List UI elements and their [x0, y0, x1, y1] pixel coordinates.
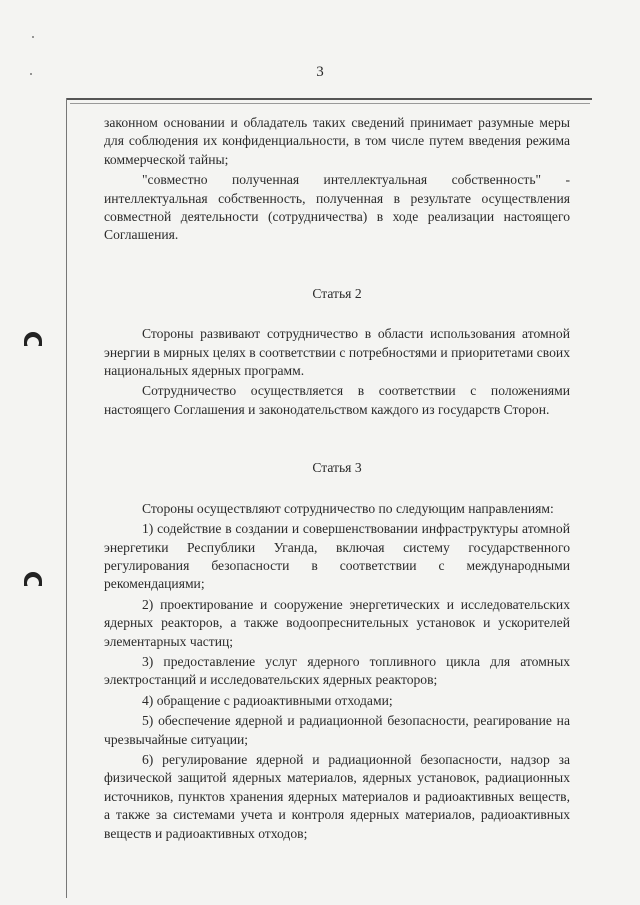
- binder-hole: [24, 332, 42, 346]
- binder-hole: [24, 572, 42, 586]
- list-item: 2) проектирование и сооружение энергетических и исследовательских ядерных реакторов, а также водоопреснительных установок и ускорителей элементарных частиц;: [104, 596, 570, 649]
- paragraph: Сотрудничество осуществляется в соответствии с положениями настоящего Соглашения и законодательством каждого из государств Сторон.: [104, 383, 570, 417]
- paragraph: законном основании и обладатель таких сведений принимает разумные меры для соблюдения их конфиденциальности, в том числе путем введения режима коммерческой тайны;: [104, 115, 570, 167]
- list-item: 5) обеспечение ядерной и радиационной безопасности, реагирование на чрезвычайные ситуации;: [104, 713, 570, 747]
- document-body: [104, 114, 570, 843]
- paragraph: "совместно полученная интеллектуальная собственность" - интеллектуальная собственность, полученная в результате осуществления совместной деятельности (сотрудничества) в ходе реализации настоящего Соглашения.: [104, 172, 570, 243]
- list-item: 1) содействие в создании и совершенствовании инфраструктуры атомной энергетики Республики Уганда, включая систему государственного регулирования безопасности в соответствии с международными рекомендациями;: [104, 521, 570, 592]
- scan-dot: [32, 36, 34, 38]
- page-frame-top: [66, 98, 592, 100]
- list-item: 3) предоставление услуг ядерного топливного цикла для атомных электростанций и исследовательских ядерных реакторов;: [104, 653, 570, 688]
- paragraph: Стороны осуществляют сотрудничество по следующим направлениям:: [142, 500, 554, 516]
- article-heading: Статья 2: [312, 285, 362, 301]
- list-item: 4) обращение с радиоактивными отходами;: [142, 692, 393, 708]
- page-frame-left: [66, 98, 67, 898]
- article-heading: Статья 3: [312, 460, 362, 476]
- paragraph: Стороны развивают сотрудничество в области использования атомной энергии в мирных целях в соответствии с потребностями и приоритетами своих национальных ядерных программ.: [104, 326, 570, 379]
- list-item: 6) регулирование ядерной и радиационной безопасности, надзор за физической защитой ядерных материалов, ядерных установок, радиационных источников, пунктов хранения ядерных материалов и радиоактивных веществ, а также за системами учета и контроля ядерных материалов, радиоактивных веществ и радиоактивных отходов;: [104, 751, 570, 841]
- page-frame-inner-top: [70, 103, 590, 104]
- page-number: 3: [316, 64, 324, 80]
